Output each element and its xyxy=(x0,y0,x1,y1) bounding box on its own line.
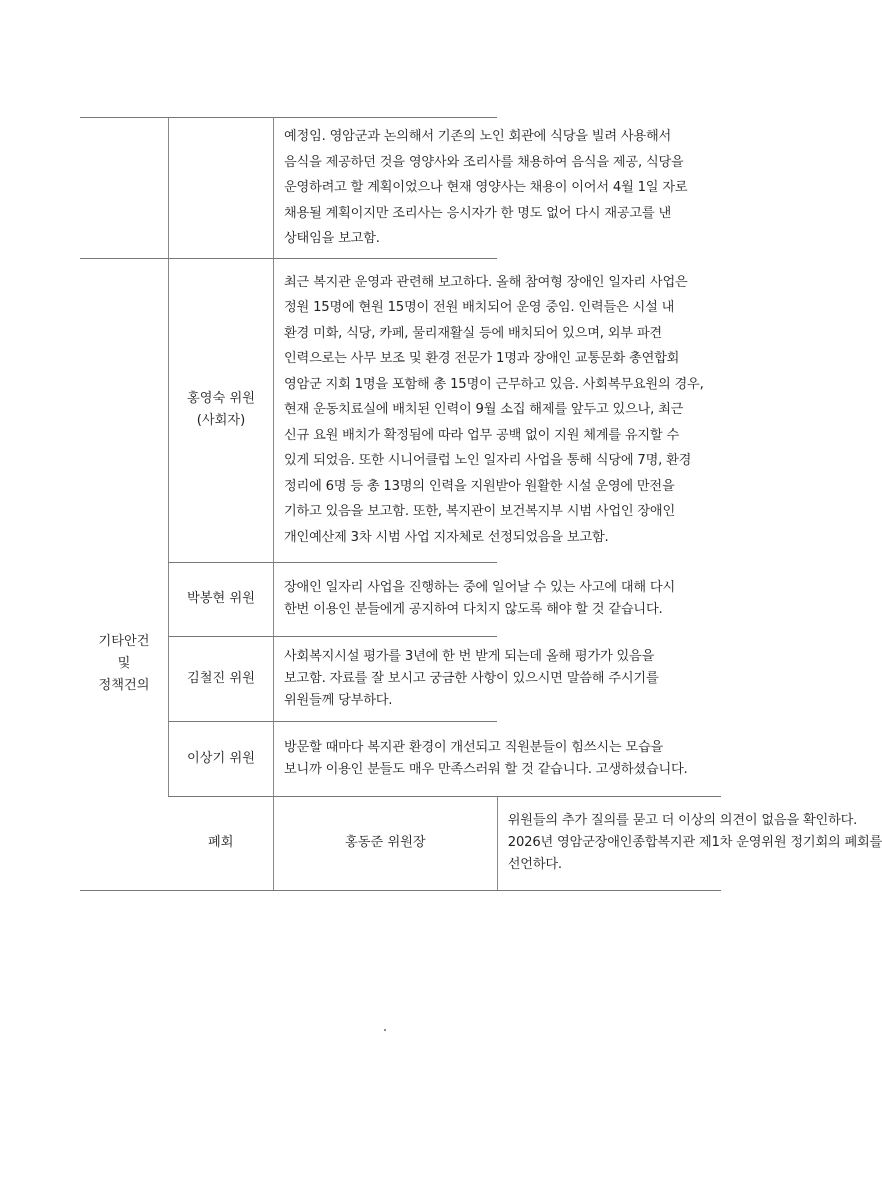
content-line: 환경 미화, 식당, 카페, 물리재활실 등에 배치되어 있으며, 외부 파견 xyxy=(284,325,662,341)
content-line: 기하고 있음을 보고함. 또한, 복지관이 보건복지부 시범 사업인 장애인 xyxy=(284,504,676,520)
content-line: 선언하다. xyxy=(507,857,562,872)
content-line: 예정임. 영암군과 논의해서 기존의 노인 회관에 식당을 빌려 사용해서 xyxy=(284,129,672,144)
scan-speck xyxy=(384,1029,386,1031)
section-cell-closing xyxy=(169,796,274,890)
content-line: 있게 되었음. 또한 시니어클럽 노인 일자리 사업을 통해 식당에 7명, 환경 xyxy=(284,453,692,469)
minutes-table xyxy=(80,117,882,891)
content-line: 음식을 제공하던 것을 영양사와 조리사를 채용하여 음식을 제공, 식당을 xyxy=(284,154,684,170)
speaker-name: 홍영숙 위원 xyxy=(187,391,255,406)
section-cell-other-agenda xyxy=(80,258,169,890)
speaker-role: (사회자) xyxy=(196,413,246,428)
content-line: 현재 운동치료실에 배치된 인력이 9월 소집 해제를 앞두고 있으나, 최근 xyxy=(284,402,684,418)
speaker-name: 홍동준 위원장 xyxy=(345,835,426,850)
content-line: 채용될 계획이지만 조리사는 응시자가 한 명도 없어 다시 재공고를 낸 xyxy=(284,205,672,221)
content-line: 한번 이용인 분들에게 공지하여 다치지 않도록 해야 할 것 같습니다. xyxy=(284,602,663,617)
content-line: 인력으로는 사무 보조 및 환경 전문가 1명과 장애인 교통문화 총연합회 xyxy=(284,351,680,367)
speaker-cell xyxy=(169,636,274,721)
content-cell xyxy=(274,562,676,636)
content-cell xyxy=(274,118,688,259)
section-label: 폐회 xyxy=(208,835,234,850)
section-label: 정책건의 xyxy=(98,678,150,693)
content-cell xyxy=(274,721,688,796)
table-row xyxy=(80,796,721,890)
content-line: 보고함. 자료를 잘 보시고 궁금한 사항이 있으시면 말씀해 주시기를 xyxy=(284,670,659,686)
content-cell xyxy=(497,796,882,890)
content-line: 장애인 일자리 사업을 진행하는 중에 일어날 수 있는 사고에 대해 다시 xyxy=(284,580,676,595)
speaker-cell xyxy=(169,118,274,259)
speaker-name: 박봉현 위원 xyxy=(187,591,255,606)
table-row xyxy=(80,118,721,259)
speaker-name: 이상기 위원 xyxy=(187,750,255,766)
table-row xyxy=(80,258,721,562)
section-label: 기타안건 xyxy=(98,634,150,649)
content-line: 위원들의 추가 질의를 묻고 더 이상의 의견이 없음을 확인하다. xyxy=(507,813,858,828)
content-line: 운영하려고 할 계획이었으나 현재 영양사는 채용이 이어서 4월 1일 자로 xyxy=(284,180,688,195)
speaker-cell xyxy=(169,258,274,562)
content-line: 정리에 6명 등 총 13명의 인력을 지원받아 원활한 시설 운영에 만전을 xyxy=(284,478,675,494)
speaker-cell xyxy=(169,721,274,796)
speaker-cell xyxy=(169,562,274,636)
section-label: 및 xyxy=(117,656,131,671)
content-line: 사회복지시설 평가를 3년에 한 번 받게 되는데 올해 평가가 있음을 xyxy=(284,648,655,664)
content-line: 정원 15명에 현원 15명이 전원 배치되어 운영 중임. 인력들은 시설 내 xyxy=(284,300,675,316)
content-line: 영암군 지회 1명을 포함해 총 15명이 근무하고 있음. 사회복무요원의 경우, xyxy=(284,376,704,392)
section-cell xyxy=(80,118,169,259)
table-row xyxy=(80,636,721,721)
content-line: 개인예산제 3차 시범 사업 지자체로 선정되었음을 보고함. xyxy=(284,529,609,545)
content-cell xyxy=(274,258,704,562)
speaker-cell xyxy=(274,796,498,890)
table-row xyxy=(80,721,721,796)
content-line: 최근 복지관 운영과 관련해 보고하다. 올해 참여형 장애인 일자리 사업은 xyxy=(284,274,688,290)
content-line: 방문할 때마다 복지관 환경이 개선되고 직원분들이 힘쓰시는 모습을 xyxy=(284,739,664,755)
content-line: 신규 요원 배치가 확정됨에 따라 업무 공백 없이 지원 체계를 유지할 수 xyxy=(284,427,680,443)
content-line: 2026년 영암군장애인종합복지관 제1차 운영위원 정기회의 폐회를 xyxy=(507,835,882,850)
speaker-name: 김철진 위원 xyxy=(187,670,255,686)
content-cell xyxy=(274,636,659,721)
content-line: 위원들께 당부하다. xyxy=(284,692,393,708)
content-line: 상태임을 보고함. xyxy=(284,231,380,246)
content-line: 보니까 이용인 분들도 매우 만족스러워 할 것 같습니다. 고생하셨습니다. xyxy=(284,761,688,777)
table-row xyxy=(80,562,721,636)
